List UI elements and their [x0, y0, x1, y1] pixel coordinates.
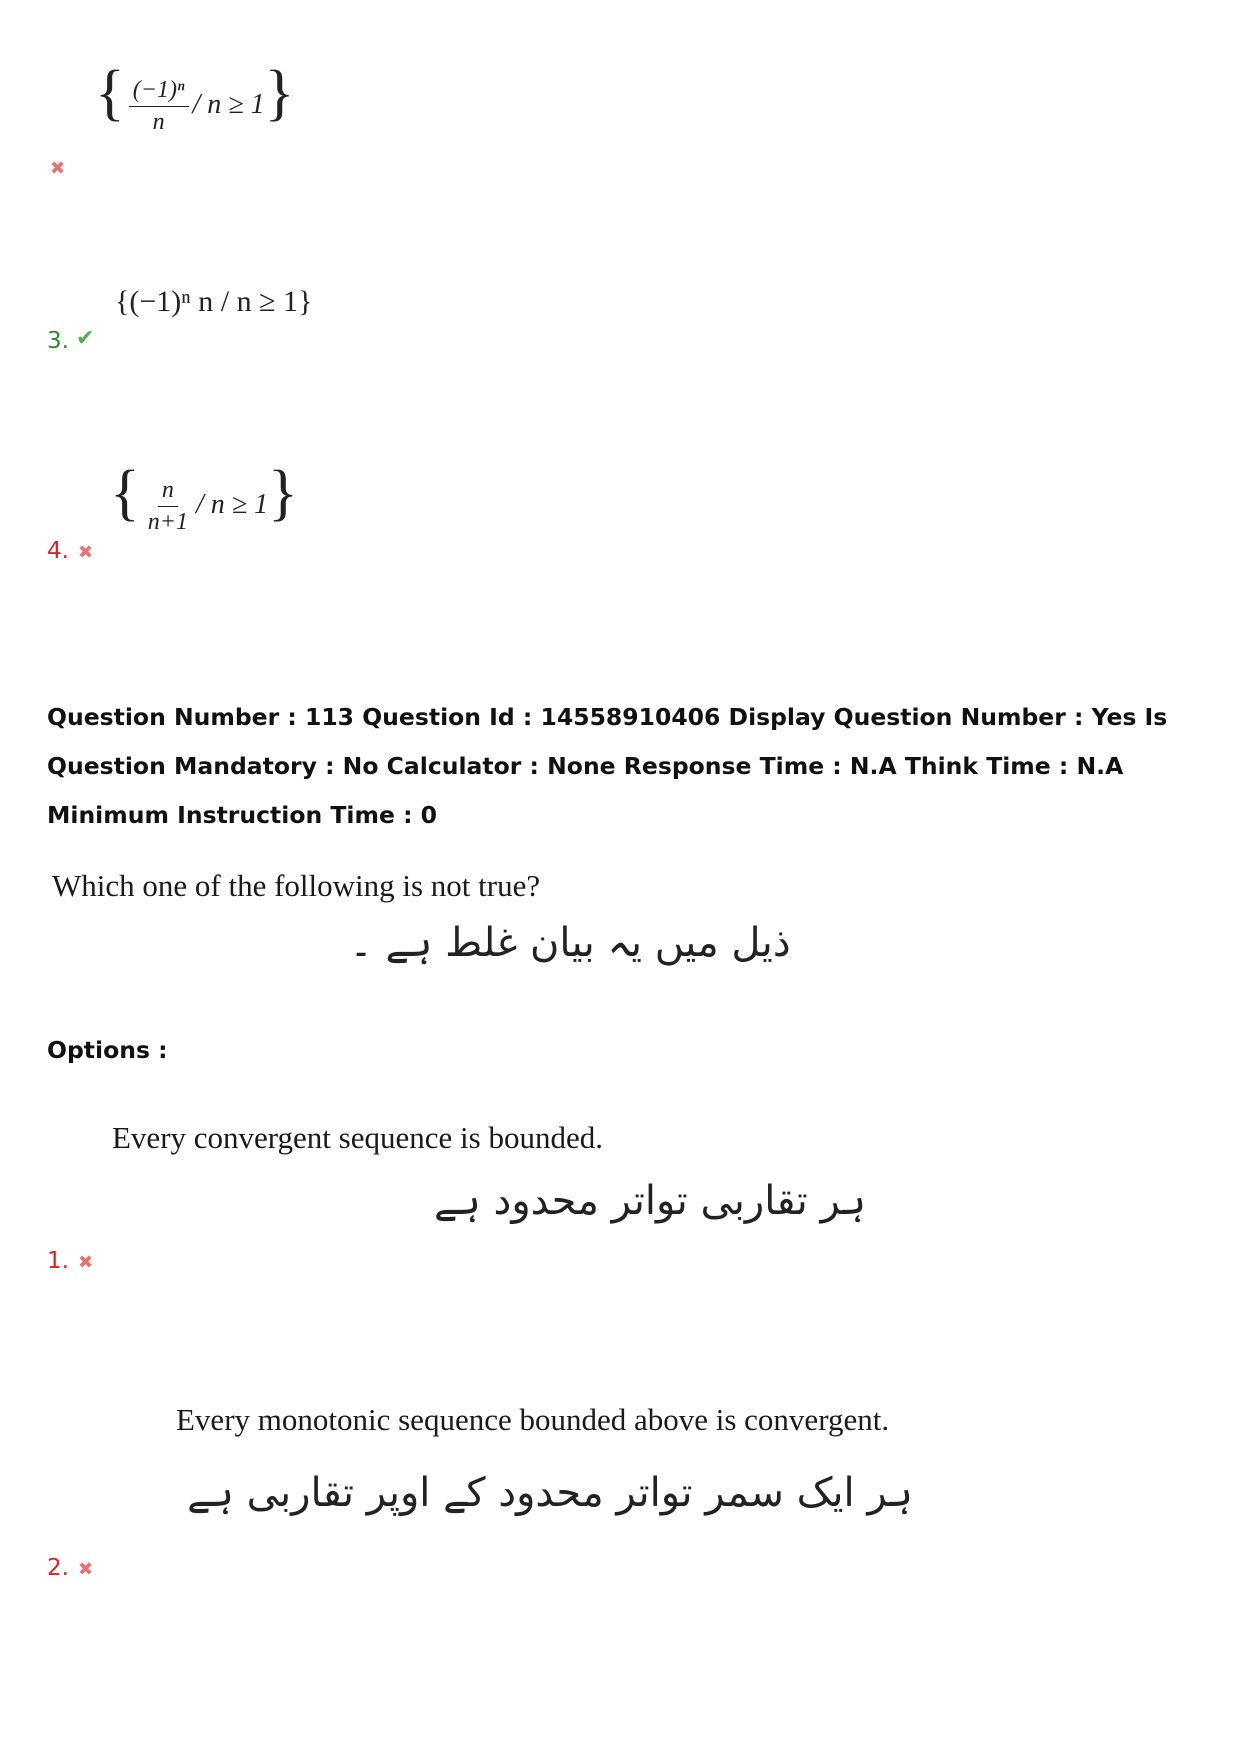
incorrect-mark-icon: ✖: [78, 1559, 94, 1580]
option-1-number: 1.: [47, 1248, 69, 1274]
incorrect-mark-icon: ✖: [50, 158, 66, 179]
option-1-english: Every convergent sequence is bounded.: [112, 1120, 603, 1155]
question-meta: Question Number : 113 Question Id : 14558910406 Display Question Number : Yes Is Question Mandatory : No Calculator : None Response Time : N.A Think Time : N.A Minimum Instruction Time : 0: [47, 703, 1168, 829]
fraction: [144, 477, 192, 536]
brace-open: {: [110, 459, 140, 527]
option-2-number: 2.: [47, 1555, 69, 1581]
option-2-english: Every monotonic sequence bounded above is convergent.: [176, 1402, 890, 1437]
brace-close: }: [268, 459, 298, 527]
prev-option-3-expression: {(−1)ⁿ n / n ≥ 1}: [115, 285, 313, 318]
prev-option-2-expression: [95, 59, 295, 136]
option-1-urdu: ہر تقاربی تواتر محدود ہے: [433, 1178, 867, 1224]
prev-option-3-number: 3.: [47, 328, 69, 354]
question-stem-english: Which one of the following is not true?: [52, 868, 541, 903]
option-2-urdu: ہر ایک سمر تواتر محدود کے اوپر تقاربی ہے: [187, 1470, 913, 1516]
brace-open: {: [95, 59, 125, 127]
options-label: Options :: [47, 1036, 168, 1064]
question-stem-urdu: ذیل میں یہ بیان غلط ہے ۔: [349, 920, 791, 966]
incorrect-mark-icon: ✖: [78, 1252, 94, 1273]
correct-mark-icon: ✔: [76, 326, 95, 351]
incorrect-mark-icon: ✖: [78, 542, 94, 563]
fraction-numerator: n: [158, 477, 178, 507]
prev-option-4-number: 4.: [47, 538, 69, 564]
fraction: [129, 77, 189, 136]
prev-option-4-expression: [110, 459, 298, 536]
brace-close: }: [264, 59, 295, 127]
fraction-denominator: n+1: [147, 509, 188, 536]
fraction-numerator: (−1)ⁿ: [129, 77, 189, 107]
expression-rest: / n ≥ 1: [192, 89, 265, 120]
expression-rest: / n ≥ 1: [195, 489, 269, 520]
fraction-denominator: n: [152, 109, 165, 136]
